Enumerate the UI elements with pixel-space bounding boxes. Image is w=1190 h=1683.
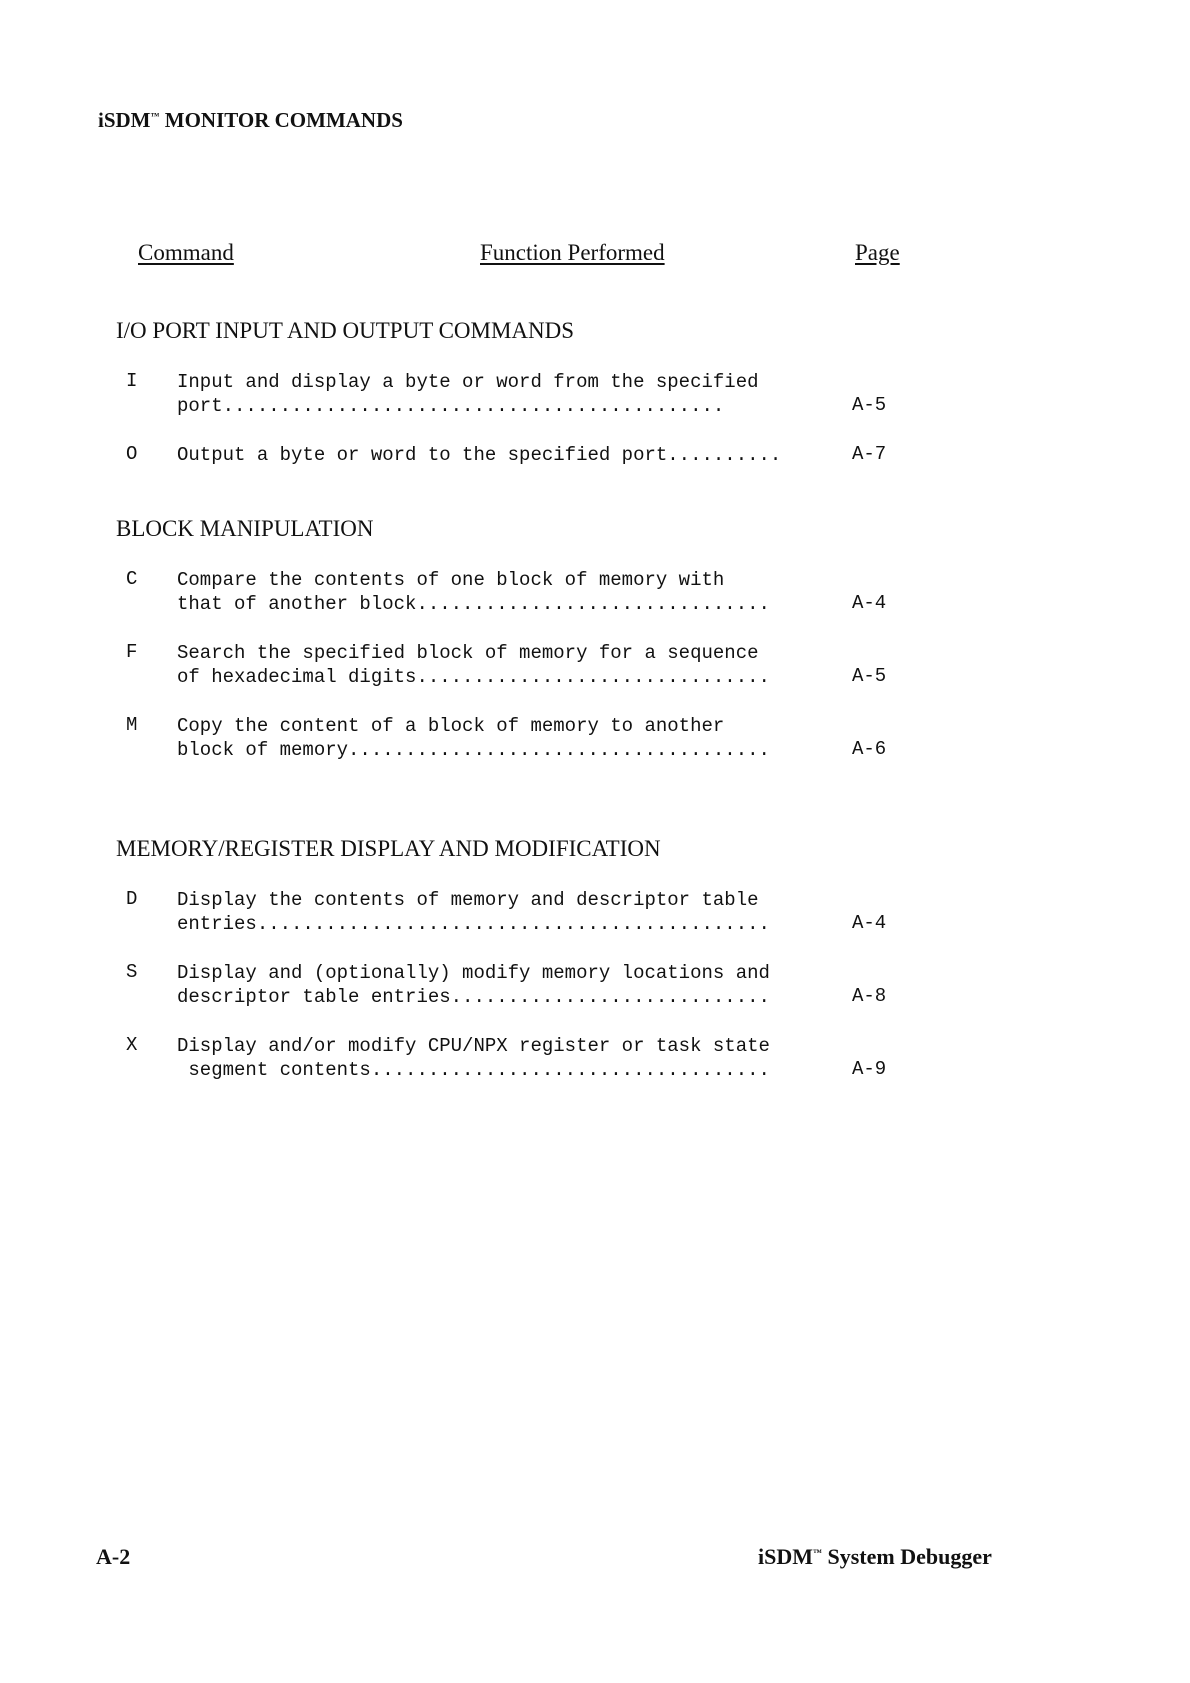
header-title: iSDM xyxy=(98,108,151,132)
page-reference: A-5 xyxy=(852,394,887,416)
trademark-mark: ™ xyxy=(813,1547,822,1558)
footer-document-title xyxy=(758,1544,992,1570)
running-header xyxy=(98,108,403,133)
command-key: X xyxy=(126,1034,138,1056)
header-title-rest: MONITOR COMMANDS xyxy=(159,108,403,132)
command-key: F xyxy=(126,641,138,663)
page-reference: A-7 xyxy=(852,443,887,465)
command-entry-i xyxy=(126,370,906,422)
page-reference: A-9 xyxy=(852,1058,887,1080)
trademark-mark: ™ xyxy=(150,111,160,121)
command-key: D xyxy=(126,888,138,910)
command-key: C xyxy=(126,568,138,590)
command-entry-c xyxy=(126,568,906,620)
command-description xyxy=(177,443,820,467)
command-description xyxy=(177,641,820,689)
section-title-memory: MEMORY/REGISTER DISPLAY AND MODIFICATION xyxy=(116,836,661,861)
description-line-2: that of another block............................... xyxy=(177,593,770,615)
column-header-function: Function Performed xyxy=(480,240,665,265)
column-header-page: Page xyxy=(855,240,900,265)
command-entry-s xyxy=(126,961,906,1013)
command-description xyxy=(177,961,820,1009)
command-description xyxy=(177,888,820,936)
command-key: S xyxy=(126,961,138,983)
description-line-1: Output a byte or word to the specified port.......... xyxy=(177,444,782,466)
description-line-1: Compare the contents of one block of memory with xyxy=(177,569,725,591)
description-line-2: block of memory..................................... xyxy=(177,739,770,761)
page-reference: A-4 xyxy=(852,592,887,614)
description-line-2: descriptor table entries............................ xyxy=(177,986,770,1008)
description-line-2: entries............................................. xyxy=(177,913,770,935)
page-reference: A-5 xyxy=(852,665,887,687)
footer-title-rest: System Debugger xyxy=(822,1544,992,1569)
command-entry-f xyxy=(126,641,906,693)
page-reference: A-4 xyxy=(852,912,887,934)
description-line-1: Display and/or modify CPU/NPX register or task state xyxy=(177,1035,770,1057)
command-description xyxy=(177,568,820,616)
page-number: A-2 xyxy=(96,1544,131,1569)
description-line-2: segment contents................................... xyxy=(177,1059,770,1081)
section-title-io: I/O PORT INPUT AND OUTPUT COMMANDS xyxy=(116,318,575,343)
command-entry-d xyxy=(126,888,906,940)
description-line-1: Search the specified block of memory for a sequence xyxy=(177,642,759,664)
description-line-2: port............................................ xyxy=(177,395,725,417)
command-entry-o xyxy=(126,443,906,495)
command-description xyxy=(177,1034,820,1082)
description-line-2: of hexadecimal digits............................... xyxy=(177,666,770,688)
command-description xyxy=(177,370,820,418)
command-key: O xyxy=(126,443,138,465)
section-title-block: BLOCK MANIPULATION xyxy=(116,516,374,541)
command-description xyxy=(177,714,820,762)
page-reference: A-8 xyxy=(852,985,887,1007)
description-line-1: Copy the content of a block of memory to another xyxy=(177,715,725,737)
command-entry-m xyxy=(126,714,906,766)
description-line-1: Display and (optionally) modify memory locations and xyxy=(177,962,770,984)
command-entry-x xyxy=(126,1034,906,1086)
command-key: I xyxy=(126,370,138,392)
column-header-command: Command xyxy=(138,240,234,265)
footer-title: iSDM xyxy=(758,1544,813,1569)
command-key: M xyxy=(126,714,138,736)
page-reference: A-6 xyxy=(852,738,887,760)
description-line-1: Input and display a byte or word from the specified xyxy=(177,371,759,393)
description-line-1: Display the contents of memory and descriptor table xyxy=(177,889,759,911)
